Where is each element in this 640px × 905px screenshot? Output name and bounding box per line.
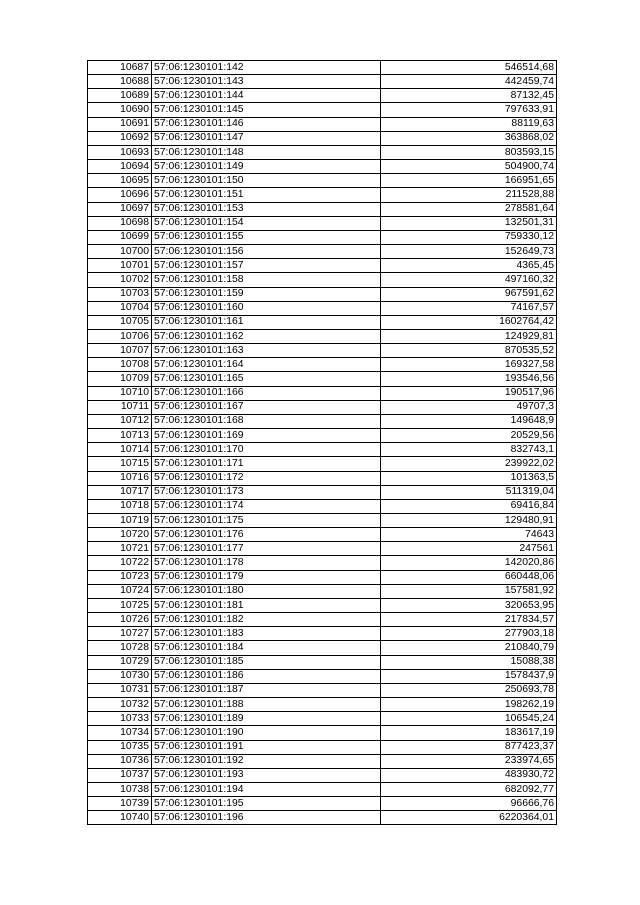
value-cell: 320653,95 [381,598,557,612]
value-cell: 101363,5 [381,471,557,485]
value-cell: 6220364,01 [381,811,557,825]
cadastral-number-cell: 57:06:1230101:188 [152,698,381,712]
table-row [88,811,557,825]
cadastral-number-cell: 57:06:1230101:155 [152,230,381,244]
cadastral-number-cell: 57:06:1230101:187 [152,683,381,697]
cadastral-number-cell: 57:06:1230101:183 [152,627,381,641]
row-number-cell: 10702 [88,273,152,287]
cadastral-number-cell: 57:06:1230101:174 [152,499,381,513]
row-number-cell: 10687 [88,61,152,75]
value-cell: 193546,56 [381,372,557,386]
cadastral-number-cell: 57:06:1230101:171 [152,457,381,471]
row-number-cell: 10711 [88,400,152,414]
row-number-cell: 10714 [88,443,152,457]
cadastral-number-cell: 57:06:1230101:162 [152,329,381,343]
cadastral-number-cell: 57:06:1230101:158 [152,273,381,287]
cadastral-number-cell: 57:06:1230101:159 [152,287,381,301]
cadastral-number-cell: 57:06:1230101:166 [152,386,381,400]
row-number-cell: 10736 [88,754,152,768]
cadastral-number-cell: 57:06:1230101:163 [152,344,381,358]
cadastral-number-cell: 57:06:1230101:194 [152,782,381,796]
row-number-cell: 10694 [88,160,152,174]
table-row [88,570,557,584]
row-number-cell: 10722 [88,556,152,570]
row-number-cell: 10699 [88,230,152,244]
row-number-cell: 10725 [88,598,152,612]
table-row [88,726,557,740]
value-cell: 278581,64 [381,202,557,216]
value-cell: 877423,37 [381,740,557,754]
table-row [88,329,557,343]
cadastral-number-cell: 57:06:1230101:148 [152,145,381,159]
value-cell: 442459,74 [381,75,557,89]
table-row [88,655,557,669]
value-cell: 87132,45 [381,89,557,103]
cadastral-number-cell: 57:06:1230101:192 [152,754,381,768]
cadastral-number-cell: 57:06:1230101:154 [152,216,381,230]
row-number-cell: 10734 [88,726,152,740]
value-cell: 546514,68 [381,61,557,75]
row-number-cell: 10716 [88,471,152,485]
row-number-cell: 10719 [88,514,152,528]
value-cell: 511319,04 [381,485,557,499]
value-cell: 142020,86 [381,556,557,570]
table-row [88,75,557,89]
row-number-cell: 10705 [88,315,152,329]
table-row [88,174,557,188]
row-number-cell: 10731 [88,683,152,697]
cadastral-number-cell: 57:06:1230101:147 [152,131,381,145]
cadastral-number-cell: 57:06:1230101:190 [152,726,381,740]
value-cell: 183617,19 [381,726,557,740]
value-cell: 198262,19 [381,698,557,712]
value-cell: 239922,02 [381,457,557,471]
row-number-cell: 10721 [88,542,152,556]
row-number-cell: 10728 [88,641,152,655]
value-cell: 1602764,42 [381,315,557,329]
row-number-cell: 10713 [88,429,152,443]
row-number-cell: 10727 [88,627,152,641]
table-row [88,782,557,796]
row-number-cell: 10698 [88,216,152,230]
table-row [88,103,557,117]
cadastral-number-cell: 57:06:1230101:164 [152,358,381,372]
table-row [88,414,557,428]
cadastral-number-cell: 57:06:1230101:151 [152,188,381,202]
table-row [88,669,557,683]
value-cell: 483930,72 [381,768,557,782]
row-number-cell: 10707 [88,344,152,358]
table-row [88,740,557,754]
value-cell: 250693,78 [381,683,557,697]
cadastral-number-cell: 57:06:1230101:145 [152,103,381,117]
table-row [88,188,557,202]
row-number-cell: 10729 [88,655,152,669]
value-cell: 169327,58 [381,358,557,372]
cadastral-number-cell: 57:06:1230101:153 [152,202,381,216]
row-number-cell: 10740 [88,811,152,825]
table-row [88,344,557,358]
value-cell: 759330,12 [381,230,557,244]
row-number-cell: 10708 [88,358,152,372]
row-number-cell: 10700 [88,245,152,259]
table-row [88,89,557,103]
table-row [88,202,557,216]
cadastral-number-cell: 57:06:1230101:193 [152,768,381,782]
cadastral-number-cell: 57:06:1230101:191 [152,740,381,754]
table-row [88,400,557,414]
cadastral-number-cell: 57:06:1230101:175 [152,514,381,528]
row-number-cell: 10730 [88,669,152,683]
value-cell: 277903,18 [381,627,557,641]
row-number-cell: 10726 [88,613,152,627]
row-number-cell: 10732 [88,698,152,712]
row-number-cell: 10701 [88,259,152,273]
value-cell: 74643 [381,528,557,542]
value-cell: 88119,63 [381,117,557,131]
row-number-cell: 10693 [88,145,152,159]
row-number-cell: 10733 [88,712,152,726]
row-number-cell: 10704 [88,301,152,315]
row-number-cell: 10695 [88,174,152,188]
value-cell: 4365,45 [381,259,557,273]
value-cell: 660448,06 [381,570,557,584]
value-cell: 190517,96 [381,386,557,400]
table-row [88,698,557,712]
table-row [88,61,557,75]
value-cell: 247561 [381,542,557,556]
table-row [88,145,557,159]
cadastral-number-cell: 57:06:1230101:184 [152,641,381,655]
table-row [88,471,557,485]
value-cell: 96666,76 [381,797,557,811]
value-cell: 129480,91 [381,514,557,528]
cadastral-number-cell: 57:06:1230101:143 [152,75,381,89]
value-cell: 69416,84 [381,499,557,513]
table-body [88,61,557,825]
row-number-cell: 10690 [88,103,152,117]
row-number-cell: 10703 [88,287,152,301]
cadastral-number-cell: 57:06:1230101:168 [152,414,381,428]
table-row [88,443,557,457]
row-number-cell: 10720 [88,528,152,542]
row-number-cell: 10737 [88,768,152,782]
row-number-cell: 10715 [88,457,152,471]
table-row [88,485,557,499]
row-number-cell: 10718 [88,499,152,513]
row-number-cell: 10697 [88,202,152,216]
row-number-cell: 10738 [88,782,152,796]
cadastral-number-cell: 57:06:1230101:150 [152,174,381,188]
table-row [88,358,557,372]
value-cell: 157581,92 [381,584,557,598]
cadastral-number-cell: 57:06:1230101:195 [152,797,381,811]
value-cell: 870535,52 [381,344,557,358]
cadastral-number-cell: 57:06:1230101:160 [152,301,381,315]
table-row [88,528,557,542]
table-row [88,117,557,131]
row-number-cell: 10689 [88,89,152,103]
cadastral-number-cell: 57:06:1230101:178 [152,556,381,570]
cadastral-number-cell: 57:06:1230101:181 [152,598,381,612]
row-number-cell: 10724 [88,584,152,598]
table-row [88,131,557,145]
value-cell: 124929,81 [381,329,557,343]
row-number-cell: 10735 [88,740,152,754]
table-row [88,613,557,627]
cadastral-number-cell: 57:06:1230101:165 [152,372,381,386]
value-cell: 497160,32 [381,273,557,287]
table-row [88,273,557,287]
table-row [88,160,557,174]
cadastral-number-cell: 57:06:1230101:167 [152,400,381,414]
value-cell: 504900,74 [381,160,557,174]
value-cell: 210840,79 [381,641,557,655]
table-row [88,216,557,230]
row-number-cell: 10696 [88,188,152,202]
cadastral-number-cell: 57:06:1230101:182 [152,613,381,627]
table-row [88,499,557,513]
table-row [88,287,557,301]
row-number-cell: 10739 [88,797,152,811]
cadastral-number-cell: 57:06:1230101:176 [152,528,381,542]
cadastral-number-cell: 57:06:1230101:177 [152,542,381,556]
table-row [88,301,557,315]
table-row [88,584,557,598]
row-number-cell: 10688 [88,75,152,89]
value-cell: 106545,24 [381,712,557,726]
value-cell: 682092,77 [381,782,557,796]
table-row [88,641,557,655]
value-cell: 797633,91 [381,103,557,117]
table-row [88,712,557,726]
value-cell: 15088,38 [381,655,557,669]
table-row [88,598,557,612]
cadastral-number-cell: 57:06:1230101:179 [152,570,381,584]
value-cell: 363868,02 [381,131,557,145]
cadastral-number-cell: 57:06:1230101:157 [152,259,381,273]
value-cell: 152649,73 [381,245,557,259]
value-cell: 74167,57 [381,301,557,315]
row-number-cell: 10692 [88,131,152,145]
table-row [88,542,557,556]
row-number-cell: 10709 [88,372,152,386]
value-cell: 217834,57 [381,613,557,627]
table-row [88,627,557,641]
cadastral-number-cell: 57:06:1230101:149 [152,160,381,174]
row-number-cell: 10712 [88,414,152,428]
table-row [88,315,557,329]
cadastral-number-cell: 57:06:1230101:170 [152,443,381,457]
row-number-cell: 10723 [88,570,152,584]
cadastral-number-cell: 57:06:1230101:169 [152,429,381,443]
cadastral-number-cell: 57:06:1230101:185 [152,655,381,669]
cadastral-value-table [87,60,557,825]
row-number-cell: 10706 [88,329,152,343]
value-cell: 149648,9 [381,414,557,428]
table-row [88,457,557,471]
value-cell: 166951,65 [381,174,557,188]
table-row [88,754,557,768]
table-row [88,797,557,811]
cadastral-number-cell: 57:06:1230101:189 [152,712,381,726]
value-cell: 132501,31 [381,216,557,230]
row-number-cell: 10710 [88,386,152,400]
cadastral-number-cell: 57:06:1230101:173 [152,485,381,499]
cadastral-number-cell: 57:06:1230101:161 [152,315,381,329]
cadastral-number-cell: 57:06:1230101:156 [152,245,381,259]
value-cell: 832743,1 [381,443,557,457]
value-cell: 967591,62 [381,287,557,301]
cadastral-number-cell: 57:06:1230101:186 [152,669,381,683]
table-row [88,245,557,259]
cadastral-number-cell: 57:06:1230101:196 [152,811,381,825]
value-cell: 20529,56 [381,429,557,443]
table-row [88,230,557,244]
value-cell: 803593,15 [381,145,557,159]
table-row [88,514,557,528]
table-row [88,372,557,386]
table-row [88,556,557,570]
table-row [88,683,557,697]
cadastral-number-cell: 57:06:1230101:180 [152,584,381,598]
cadastral-number-cell: 57:06:1230101:172 [152,471,381,485]
cadastral-number-cell: 57:06:1230101:144 [152,89,381,103]
value-cell: 1578437,9 [381,669,557,683]
row-number-cell: 10717 [88,485,152,499]
cadastral-number-cell: 57:06:1230101:142 [152,61,381,75]
value-cell: 49707,3 [381,400,557,414]
value-cell: 233974,65 [381,754,557,768]
value-cell: 211528,88 [381,188,557,202]
row-number-cell: 10691 [88,117,152,131]
table-row [88,386,557,400]
table-row [88,259,557,273]
table-row [88,429,557,443]
cadastral-number-cell: 57:06:1230101:146 [152,117,381,131]
table-row [88,768,557,782]
